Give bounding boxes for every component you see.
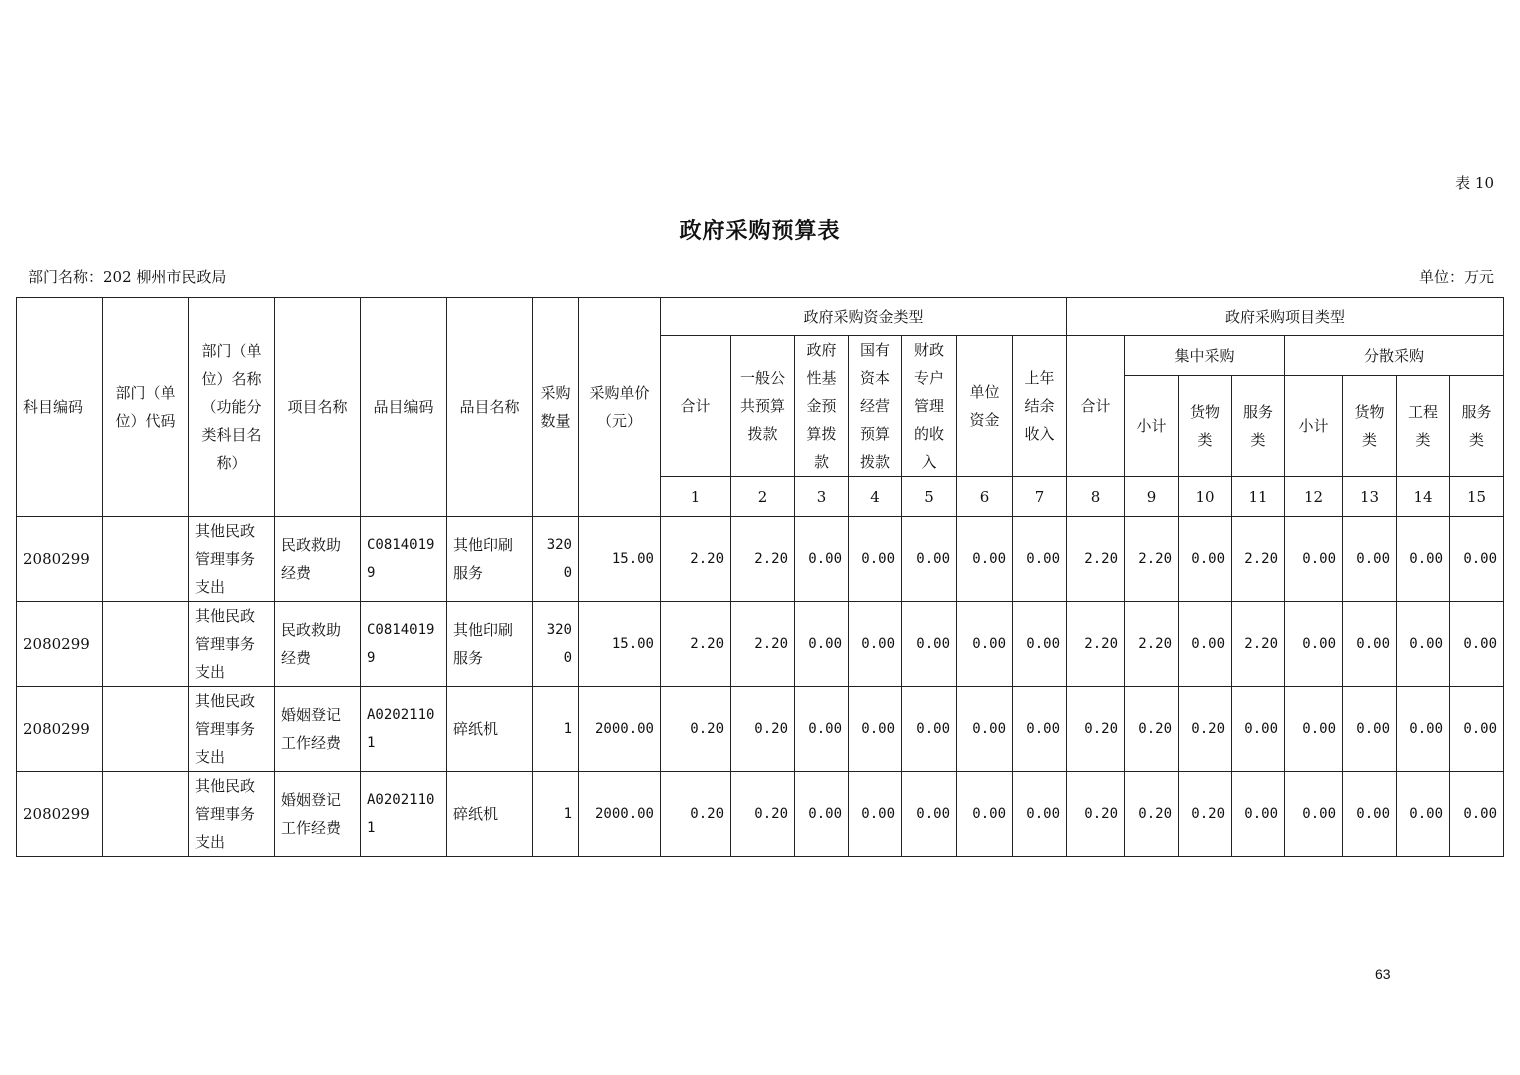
cell-amount: 0.20 xyxy=(1125,772,1179,857)
cell-dept-code xyxy=(103,687,189,772)
cell-amount: 0.20 xyxy=(1125,687,1179,772)
cell-amount: 2.20 xyxy=(1232,517,1285,602)
cell-dept-name: 其他民政管理事务支出 xyxy=(189,772,275,857)
cell-subject-code: 2080299 xyxy=(17,602,103,687)
cell-amount: 0.00 xyxy=(1450,602,1504,687)
cell-item-name: 其他印刷服务 xyxy=(447,602,533,687)
cell-amount: 0.00 xyxy=(902,602,957,687)
cell-amount: 0.00 xyxy=(795,687,849,772)
cell-amount: 2.20 xyxy=(661,517,731,602)
header-project-name: 项目名称 xyxy=(275,298,361,517)
cell-amount: 0.00 xyxy=(902,687,957,772)
header-quantity: 采购数量 xyxy=(533,298,579,517)
table-header xyxy=(17,298,1504,517)
cell-amount: 0.00 xyxy=(1013,687,1067,772)
header-dept-code: 部门（单位）代码 xyxy=(103,298,189,517)
cell-amount: 0.00 xyxy=(1450,772,1504,857)
cell-amount: 0.00 xyxy=(1232,687,1285,772)
cell-item-name: 碎纸机 xyxy=(447,687,533,772)
column-number: 15 xyxy=(1450,477,1504,517)
cell-amount: 0.00 xyxy=(1232,772,1285,857)
cell-amount: 2.20 xyxy=(731,602,795,687)
column-number: 5 xyxy=(902,477,957,517)
cell-amount: 0.00 xyxy=(849,772,902,857)
header-item-name: 品目名称 xyxy=(447,298,533,517)
cell-dept-code xyxy=(103,602,189,687)
cell-amount: 0.00 xyxy=(1285,517,1343,602)
cell-quantity: 1 xyxy=(533,772,579,857)
page-number: 63 xyxy=(1375,966,1391,982)
header-unit-fund: 单位资金 xyxy=(957,336,1013,477)
cell-amount: 0.00 xyxy=(1397,517,1450,602)
cell-amount: 0.00 xyxy=(1285,687,1343,772)
cell-subject-code: 2080299 xyxy=(17,517,103,602)
cell-quantity: 3200 xyxy=(533,602,579,687)
column-number: 8 xyxy=(1067,477,1125,517)
cell-unit-price: 15.00 xyxy=(579,602,661,687)
cell-amount: 0.00 xyxy=(902,772,957,857)
cell-amount: 2.20 xyxy=(1125,602,1179,687)
column-number: 13 xyxy=(1343,477,1397,517)
cell-amount: 0.00 xyxy=(1179,602,1232,687)
cell-subject-code: 2080299 xyxy=(17,687,103,772)
column-number: 11 xyxy=(1232,477,1285,517)
column-number: 4 xyxy=(849,477,902,517)
cell-item-code: C08140199 xyxy=(361,602,447,687)
cell-amount: 0.00 xyxy=(1013,772,1067,857)
cell-amount: 0.20 xyxy=(1179,687,1232,772)
header-dispersed-subtotal: 小计 xyxy=(1285,376,1343,477)
cell-amount: 0.20 xyxy=(1067,772,1125,857)
header-subject-code: 科目编码 xyxy=(17,298,103,517)
cell-project-name: 婚姻登记工作经费 xyxy=(275,772,361,857)
cell-amount: 2.20 xyxy=(1125,517,1179,602)
cell-amount: 0.00 xyxy=(1285,602,1343,687)
cell-amount: 0.00 xyxy=(957,687,1013,772)
cell-amount: 0.00 xyxy=(795,602,849,687)
cell-amount: 0.20 xyxy=(1179,772,1232,857)
column-number: 9 xyxy=(1125,477,1179,517)
cell-amount: 0.00 xyxy=(1397,602,1450,687)
column-number: 1 xyxy=(661,477,731,517)
cell-project-name: 婚姻登记工作经费 xyxy=(275,687,361,772)
cell-subject-code: 2080299 xyxy=(17,772,103,857)
column-number: 6 xyxy=(957,477,1013,517)
header-centralized-services: 服务类 xyxy=(1232,376,1285,477)
cell-unit-price: 15.00 xyxy=(579,517,661,602)
header-last-year: 上年结余收入 xyxy=(1013,336,1067,477)
table-row xyxy=(17,517,1504,602)
header-centralized: 集中采购 xyxy=(1125,336,1285,376)
cell-amount: 0.00 xyxy=(957,602,1013,687)
cell-amount: 0.00 xyxy=(1013,517,1067,602)
header-item-code: 品目编码 xyxy=(361,298,447,517)
cell-amount: 2.20 xyxy=(1232,602,1285,687)
cell-amount: 0.00 xyxy=(1343,517,1397,602)
cell-item-code: A02021101 xyxy=(361,772,447,857)
cell-amount: 0.00 xyxy=(849,687,902,772)
cell-amount: 0.00 xyxy=(1397,772,1450,857)
cell-amount: 0.00 xyxy=(1285,772,1343,857)
cell-amount: 0.00 xyxy=(1450,687,1504,772)
table-number: 表 10 xyxy=(1455,174,1494,192)
cell-amount: 2.20 xyxy=(1067,517,1125,602)
cell-amount: 0.00 xyxy=(849,602,902,687)
cell-amount: 0.00 xyxy=(1397,687,1450,772)
column-number: 12 xyxy=(1285,477,1343,517)
cell-amount: 0.00 xyxy=(1013,602,1067,687)
cell-amount: 2.20 xyxy=(1067,602,1125,687)
cell-project-name: 民政救助经费 xyxy=(275,517,361,602)
procurement-budget-table xyxy=(16,297,1504,857)
cell-item-code: C08140199 xyxy=(361,517,447,602)
department-label: 部门名称：202 柳州市民政局 xyxy=(28,268,227,286)
table-row xyxy=(17,772,1504,857)
cell-unit-price: 2000.00 xyxy=(579,687,661,772)
cell-amount: 2.20 xyxy=(731,517,795,602)
cell-amount: 2.20 xyxy=(661,602,731,687)
cell-amount: 0.00 xyxy=(902,517,957,602)
cell-dept-name: 其他民政管理事务支出 xyxy=(189,517,275,602)
cell-amount: 0.20 xyxy=(731,772,795,857)
cell-dept-code xyxy=(103,517,189,602)
cell-item-name: 碎纸机 xyxy=(447,772,533,857)
cell-item-name: 其他印刷服务 xyxy=(447,517,533,602)
header-fund-type-group: 政府采购资金类型 xyxy=(661,298,1067,336)
header-dispersed: 分散采购 xyxy=(1285,336,1504,376)
page-title: 政府采购预算表 xyxy=(679,218,841,244)
header-centralized-subtotal: 小计 xyxy=(1125,376,1179,477)
cell-amount: 0.00 xyxy=(849,517,902,602)
unit-label: 单位：万元 xyxy=(1418,268,1494,286)
header-gov-fund: 政府性基金预算拨款 xyxy=(795,336,849,477)
column-number: 3 xyxy=(795,477,849,517)
header-centralized-goods: 货物类 xyxy=(1179,376,1232,477)
cell-quantity: 3200 xyxy=(533,517,579,602)
table-body xyxy=(17,517,1504,857)
header-project-type-group: 政府采购项目类型 xyxy=(1067,298,1504,336)
cell-amount: 0.20 xyxy=(731,687,795,772)
header-general-budget: 一般公共预算拨款 xyxy=(731,336,795,477)
cell-amount: 0.00 xyxy=(957,772,1013,857)
cell-unit-price: 2000.00 xyxy=(579,772,661,857)
cell-amount: 0.00 xyxy=(1179,517,1232,602)
table-row xyxy=(17,687,1504,772)
cell-amount: 0.00 xyxy=(1343,772,1397,857)
column-number: 10 xyxy=(1179,477,1232,517)
cell-amount: 0.00 xyxy=(795,517,849,602)
header-dept-name: 部门（单位）名称（功能分类科目名称） xyxy=(189,298,275,517)
cell-quantity: 1 xyxy=(533,687,579,772)
cell-amount: 0.00 xyxy=(795,772,849,857)
header-project-total: 合计 xyxy=(1067,336,1125,477)
cell-item-code: A02021101 xyxy=(361,687,447,772)
header-state-capital: 国有资本经营预算拨款 xyxy=(849,336,902,477)
header-special-account: 财政专户管理的收入 xyxy=(902,336,957,477)
column-number: 2 xyxy=(731,477,795,517)
column-number: 14 xyxy=(1397,477,1450,517)
column-number: 7 xyxy=(1013,477,1067,517)
table-row xyxy=(17,602,1504,687)
header-dispersed-services: 服务类 xyxy=(1450,376,1504,477)
cell-dept-name: 其他民政管理事务支出 xyxy=(189,687,275,772)
cell-dept-code xyxy=(103,772,189,857)
header-dispersed-engineering: 工程类 xyxy=(1397,376,1450,477)
cell-amount: 0.20 xyxy=(661,687,731,772)
cell-dept-name: 其他民政管理事务支出 xyxy=(189,602,275,687)
cell-amount: 0.00 xyxy=(957,517,1013,602)
cell-amount: 0.20 xyxy=(661,772,731,857)
cell-project-name: 民政救助经费 xyxy=(275,602,361,687)
header-dispersed-goods: 货物类 xyxy=(1343,376,1397,477)
cell-amount: 0.20 xyxy=(1067,687,1125,772)
cell-amount: 0.00 xyxy=(1450,517,1504,602)
cell-amount: 0.00 xyxy=(1343,687,1397,772)
cell-amount: 0.00 xyxy=(1343,602,1397,687)
header-unit-price: 采购单价（元） xyxy=(579,298,661,517)
header-fund-total: 合计 xyxy=(661,336,731,477)
